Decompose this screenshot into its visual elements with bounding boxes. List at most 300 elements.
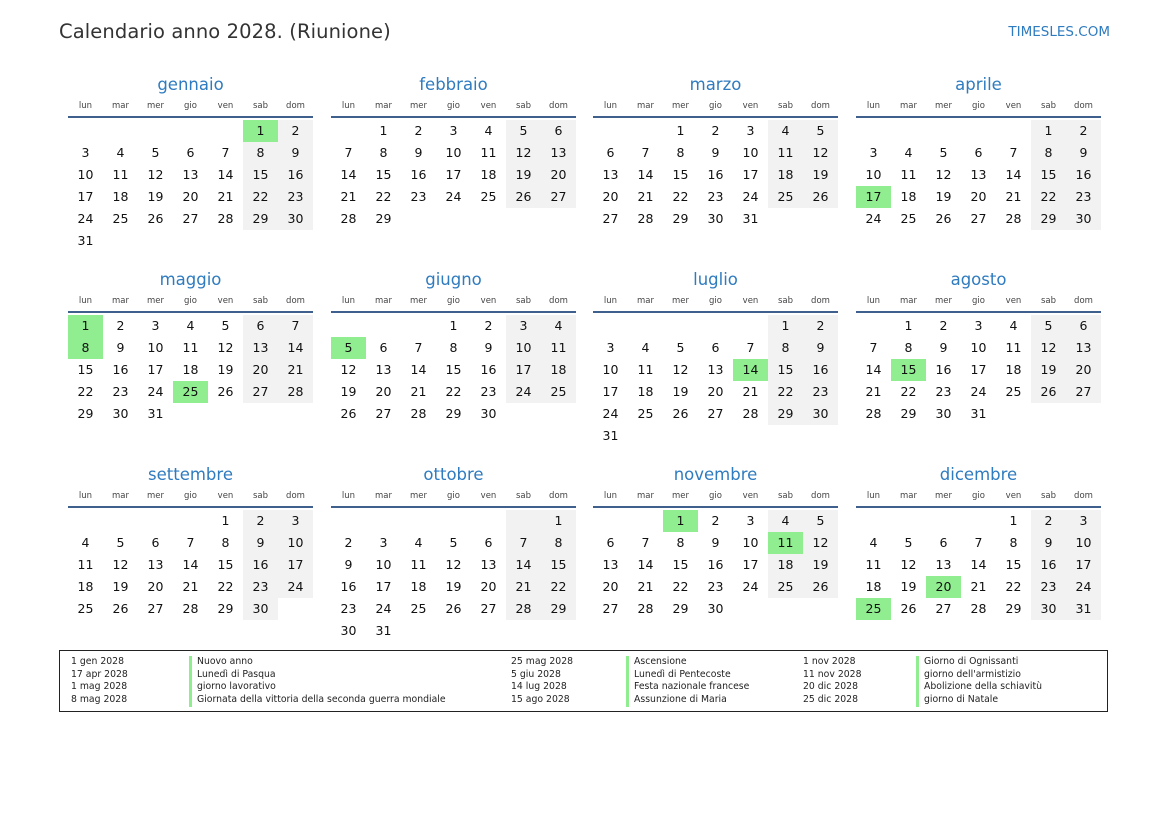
day-cell: 12 xyxy=(935,167,952,182)
legend-holiday-name: Ascensione xyxy=(626,656,749,669)
day-cell: 19 xyxy=(217,362,234,377)
weekday-label: sab xyxy=(515,491,532,501)
day-cell: 14 xyxy=(340,167,357,182)
empty-cell xyxy=(856,120,891,142)
day-cell: 1 xyxy=(379,123,388,138)
day-cell: 13 xyxy=(147,557,164,572)
day-cell: 5 xyxy=(221,318,230,333)
day-cell: 11 xyxy=(637,362,654,377)
empty-cell xyxy=(103,120,138,142)
day-cell: 24 xyxy=(375,601,392,616)
day-cell: 10 xyxy=(970,340,987,355)
empty-cell xyxy=(628,425,663,447)
empty-cell xyxy=(593,315,628,337)
day-cell: 4 xyxy=(904,145,913,160)
day-cell: 3 xyxy=(606,340,615,355)
holiday-day-cell: 14 xyxy=(733,359,768,381)
day-cell: 20 xyxy=(182,189,199,204)
day-cell: 11 xyxy=(112,167,129,182)
day-cell: 3 xyxy=(869,145,878,160)
empty-cell xyxy=(506,403,541,425)
day-cell: 28 xyxy=(970,601,987,616)
day-cell: 12 xyxy=(340,362,357,377)
days-grid xyxy=(593,510,838,620)
day-cell: 13 xyxy=(602,557,619,572)
day-cell: 5 xyxy=(676,340,685,355)
day-cell: 17 xyxy=(742,167,759,182)
day-cell: 10 xyxy=(742,535,759,550)
day-cell: 23 xyxy=(410,189,427,204)
day-cell: 22 xyxy=(1005,579,1022,594)
weekday-label: mar xyxy=(112,296,129,306)
day-cell: 14 xyxy=(1005,167,1022,182)
month-luglio xyxy=(593,269,838,447)
weekday-label: mar xyxy=(900,101,917,111)
day-cell: 18 xyxy=(541,359,576,381)
day-cell: 9 xyxy=(1066,142,1101,164)
day-cell: 22 xyxy=(768,381,803,403)
weekday-label: mar xyxy=(112,491,129,501)
day-cell: 25 xyxy=(900,211,917,226)
holiday-day-cell: 17 xyxy=(856,186,891,208)
day-cell: 30 xyxy=(340,623,357,638)
day-cell: 14 xyxy=(865,362,882,377)
day-cell: 28 xyxy=(278,381,313,403)
day-cell: 19 xyxy=(935,189,952,204)
month-dicembre xyxy=(856,464,1101,620)
weekday-header xyxy=(856,100,1101,118)
day-cell: 23 xyxy=(707,189,724,204)
weekday-label: mar xyxy=(112,101,129,111)
legend-holiday-name: giorno di Natale xyxy=(916,694,1042,707)
weekday-label: sab xyxy=(1040,101,1057,111)
day-cell: 10 xyxy=(1066,532,1101,554)
empty-cell xyxy=(856,510,891,532)
day-cell: 26 xyxy=(803,186,838,208)
day-cell: 17 xyxy=(602,384,619,399)
day-cell: 15 xyxy=(1005,557,1022,572)
empty-cell xyxy=(768,208,803,230)
month-name: novembre xyxy=(673,465,758,484)
day-cell: 7 xyxy=(278,315,313,337)
day-cell: 29 xyxy=(541,598,576,620)
day-cell: 27 xyxy=(243,381,278,403)
weekday-label: lun xyxy=(341,491,356,501)
weekday-label: ven xyxy=(217,491,234,501)
weekday-label: gio xyxy=(184,101,197,111)
weekday-label: dom xyxy=(1074,296,1093,306)
day-cell: 14 xyxy=(217,167,234,182)
month-name: giugno xyxy=(425,270,482,289)
day-cell: 21 xyxy=(742,384,759,399)
empty-cell xyxy=(103,230,138,252)
day-cell: 14 xyxy=(637,557,654,572)
day-cell: 2 xyxy=(278,120,313,142)
day-cell: 3 xyxy=(81,145,90,160)
day-cell: 22 xyxy=(445,384,462,399)
day-cell: 28 xyxy=(217,211,234,226)
day-cell: 15 xyxy=(217,557,234,572)
empty-cell xyxy=(68,120,103,142)
day-cell: 30 xyxy=(707,601,724,616)
weekday-label: mar xyxy=(637,296,654,306)
day-cell: 17 xyxy=(742,557,759,572)
day-cell: 9 xyxy=(939,340,948,355)
day-cell: 10 xyxy=(865,167,882,182)
empty-cell xyxy=(593,120,628,142)
weekday-label: lun xyxy=(78,101,93,111)
day-cell: 23 xyxy=(278,186,313,208)
day-cell: 1 xyxy=(768,315,803,337)
day-cell: 1 xyxy=(1031,120,1066,142)
legend-dates-col-2 xyxy=(511,656,573,707)
day-cell: 24 xyxy=(602,406,619,421)
day-cell: 17 xyxy=(77,189,94,204)
day-cell: 9 xyxy=(711,535,720,550)
empty-cell xyxy=(278,403,313,425)
weekday-label: gio xyxy=(709,296,722,306)
day-cell: 3 xyxy=(746,513,755,528)
day-cell: 21 xyxy=(506,576,541,598)
day-cell: 2 xyxy=(484,318,493,333)
legend-date: 11 nov 2028 xyxy=(803,668,862,680)
weekday-label: ven xyxy=(480,491,497,501)
day-cell: 14 xyxy=(970,557,987,572)
month-giugno xyxy=(331,269,576,425)
holiday-day-cell: 1 xyxy=(243,120,278,142)
days-grid xyxy=(593,315,838,447)
holiday-day-cell: 15 xyxy=(891,359,926,381)
day-cell: 2 xyxy=(711,513,720,528)
day-cell: 12 xyxy=(217,340,234,355)
day-cell: 25 xyxy=(112,211,129,226)
day-cell: 24 xyxy=(742,579,759,594)
day-cell: 26 xyxy=(672,406,689,421)
day-cell: 8 xyxy=(1031,142,1066,164)
day-cell: 20 xyxy=(480,579,497,594)
day-cell: 30 xyxy=(1066,208,1101,230)
weekday-label: gio xyxy=(709,491,722,501)
day-cell: 29 xyxy=(672,211,689,226)
day-cell: 29 xyxy=(375,211,392,226)
day-cell: 3 xyxy=(746,123,755,138)
day-cell: 22 xyxy=(672,579,689,594)
day-cell: 31 xyxy=(147,406,164,421)
day-cell: 10 xyxy=(445,145,462,160)
day-cell: 11 xyxy=(77,557,94,572)
day-cell: 2 xyxy=(1066,120,1101,142)
day-cell: 28 xyxy=(637,601,654,616)
day-cell: 19 xyxy=(445,579,462,594)
day-cell: 13 xyxy=(1066,337,1101,359)
day-cell: 18 xyxy=(1005,362,1022,377)
empty-cell xyxy=(803,425,838,447)
day-cell: 30 xyxy=(243,598,278,620)
day-cell: 10 xyxy=(77,167,94,182)
day-cell: 16 xyxy=(340,579,357,594)
day-cell: 23 xyxy=(803,381,838,403)
day-cell: 24 xyxy=(445,189,462,204)
holiday-day-cell: 8 xyxy=(68,337,103,359)
day-cell: 7 xyxy=(974,535,983,550)
day-cell: 7 xyxy=(641,145,650,160)
day-cell: 11 xyxy=(1005,340,1022,355)
day-cell: 16 xyxy=(707,167,724,182)
day-cell: 30 xyxy=(278,208,313,230)
weekday-label: dom xyxy=(1074,101,1093,111)
empty-cell xyxy=(208,120,243,142)
day-cell: 23 xyxy=(1066,186,1101,208)
empty-cell xyxy=(856,315,891,337)
day-cell: 10 xyxy=(375,557,392,572)
day-cell: 7 xyxy=(344,145,353,160)
day-cell: 31 xyxy=(970,406,987,421)
day-cell: 4 xyxy=(81,535,90,550)
day-cell: 4 xyxy=(541,315,576,337)
empty-cell xyxy=(628,315,663,337)
day-cell: 31 xyxy=(375,623,392,638)
weekday-label: sab xyxy=(777,296,794,306)
day-cell: 31 xyxy=(742,211,759,226)
day-cell: 12 xyxy=(1031,337,1066,359)
empty-cell xyxy=(103,510,138,532)
day-cell: 16 xyxy=(1031,554,1066,576)
day-cell: 21 xyxy=(1005,189,1022,204)
empty-cell xyxy=(436,510,471,532)
weekday-label: gio xyxy=(447,491,460,501)
weekday-label: ven xyxy=(742,491,759,501)
day-cell: 11 xyxy=(182,340,199,355)
holiday-day-cell: 1 xyxy=(68,315,103,337)
day-cell: 9 xyxy=(484,340,493,355)
weekday-label: mar xyxy=(375,101,392,111)
day-cell: 20 xyxy=(602,579,619,594)
day-cell: 25 xyxy=(768,186,803,208)
day-cell: 28 xyxy=(637,211,654,226)
day-cell: 27 xyxy=(182,211,199,226)
day-cell: 7 xyxy=(414,340,423,355)
legend-holiday-name: Giorno di Ognissanti xyxy=(916,656,1042,669)
empty-cell xyxy=(138,510,173,532)
weekday-label: dom xyxy=(286,296,305,306)
weekday-label: lun xyxy=(78,491,93,501)
day-cell: 6 xyxy=(243,315,278,337)
empty-cell xyxy=(768,598,803,620)
empty-cell xyxy=(1066,403,1101,425)
day-cell: 14 xyxy=(182,557,199,572)
empty-cell xyxy=(208,403,243,425)
weekday-label: dom xyxy=(549,296,568,306)
weekday-label: lun xyxy=(78,296,93,306)
day-cell: 20 xyxy=(147,579,164,594)
weekday-label: sab xyxy=(252,101,269,111)
weekday-label: gio xyxy=(447,296,460,306)
day-cell: 15 xyxy=(672,167,689,182)
day-cell: 9 xyxy=(711,145,720,160)
day-cell: 13 xyxy=(182,167,199,182)
day-cell: 26 xyxy=(506,186,541,208)
legend-date: 8 mag 2028 xyxy=(71,694,128,706)
month-febbraio xyxy=(331,74,576,230)
day-cell: 29 xyxy=(217,601,234,616)
day-cell: 3 xyxy=(974,318,983,333)
weekday-label: ven xyxy=(480,101,497,111)
day-cell: 4 xyxy=(768,120,803,142)
day-cell: 19 xyxy=(147,189,164,204)
day-cell: 13 xyxy=(602,167,619,182)
day-cell: 6 xyxy=(974,145,983,160)
day-cell: 29 xyxy=(900,406,917,421)
day-cell: 18 xyxy=(865,579,882,594)
weekday-label: gio xyxy=(972,491,985,501)
day-cell: 1 xyxy=(221,513,230,528)
month-ottobre xyxy=(331,464,576,642)
day-cell: 5 xyxy=(151,145,160,160)
day-cell: 19 xyxy=(672,384,689,399)
empty-cell xyxy=(996,403,1031,425)
day-cell: 14 xyxy=(637,167,654,182)
day-cell: 22 xyxy=(243,186,278,208)
empty-cell xyxy=(733,315,768,337)
weekday-header xyxy=(593,490,838,508)
empty-cell xyxy=(996,120,1031,142)
day-cell: 30 xyxy=(935,406,952,421)
day-cell: 8 xyxy=(243,142,278,164)
day-cell: 5 xyxy=(803,120,838,142)
day-cell: 6 xyxy=(379,340,388,355)
weekday-header xyxy=(68,295,313,313)
brand-link[interactable]: TIMESLES.COM xyxy=(1008,24,1110,40)
day-cell: 16 xyxy=(480,362,497,377)
day-cell: 18 xyxy=(768,164,803,186)
day-cell: 6 xyxy=(151,535,160,550)
day-cell: 29 xyxy=(768,403,803,425)
day-cell: 3 xyxy=(151,318,160,333)
month-marzo xyxy=(593,74,838,230)
day-cell: 7 xyxy=(746,340,755,355)
legend-holiday-name: Assunzione di Maria xyxy=(626,694,749,707)
day-cell: 19 xyxy=(900,579,917,594)
weekday-label: mar xyxy=(900,491,917,501)
day-cell: 31 xyxy=(602,428,619,443)
day-cell: 30 xyxy=(1031,598,1066,620)
holiday-day-cell: 5 xyxy=(331,337,366,359)
weekday-label: dom xyxy=(811,491,830,501)
weekday-label: mer xyxy=(934,491,952,501)
day-cell: 19 xyxy=(803,554,838,576)
day-cell: 26 xyxy=(147,211,164,226)
day-cell: 27 xyxy=(707,406,724,421)
day-cell: 23 xyxy=(1031,576,1066,598)
empty-cell xyxy=(768,425,803,447)
day-cell: 12 xyxy=(900,557,917,572)
day-cell: 7 xyxy=(641,535,650,550)
weekday-label: gio xyxy=(184,296,197,306)
month-name: dicembre xyxy=(939,465,1018,484)
empty-cell xyxy=(401,208,436,230)
day-cell: 6 xyxy=(186,145,195,160)
empty-cell xyxy=(698,315,733,337)
day-cell: 12 xyxy=(803,142,838,164)
weekday-label: ven xyxy=(1005,101,1022,111)
day-cell: 24 xyxy=(147,384,164,399)
day-cell: 14 xyxy=(410,362,427,377)
day-cell: 8 xyxy=(541,532,576,554)
weekday-label: sab xyxy=(777,101,794,111)
day-cell: 29 xyxy=(77,406,94,421)
day-cell: 24 xyxy=(1066,576,1101,598)
day-cell: 6 xyxy=(939,535,948,550)
legend-date: 15 ago 2028 xyxy=(511,694,570,706)
empty-cell xyxy=(401,510,436,532)
legend-date: 25 mag 2028 xyxy=(511,656,574,667)
empty-cell xyxy=(68,510,103,532)
weekday-label: mar xyxy=(637,491,654,501)
day-cell: 15 xyxy=(672,557,689,572)
day-cell: 16 xyxy=(410,167,427,182)
day-cell: 12 xyxy=(445,557,462,572)
day-cell: 25 xyxy=(480,189,497,204)
empty-cell xyxy=(926,120,961,142)
day-cell: 5 xyxy=(904,535,913,550)
legend-holiday-name: giorno lavorativo xyxy=(189,681,446,694)
day-cell: 10 xyxy=(147,340,164,355)
legend-holiday-name: Lunedì di Pasqua xyxy=(189,669,446,682)
empty-cell xyxy=(138,120,173,142)
day-cell: 17 xyxy=(506,359,541,381)
day-cell: 27 xyxy=(602,601,619,616)
weekday-label: mer xyxy=(146,296,164,306)
day-cell: 5 xyxy=(1031,315,1066,337)
day-cell: 26 xyxy=(445,601,462,616)
days-grid xyxy=(593,120,838,230)
day-cell: 28 xyxy=(865,406,882,421)
day-cell: 17 xyxy=(445,167,462,182)
day-cell: 17 xyxy=(1066,554,1101,576)
day-cell: 28 xyxy=(506,598,541,620)
day-cell: 29 xyxy=(1031,208,1066,230)
day-cell: 22 xyxy=(77,384,94,399)
empty-cell xyxy=(366,315,401,337)
day-cell: 1 xyxy=(676,123,685,138)
day-cell: 24 xyxy=(970,384,987,399)
weekday-label: mer xyxy=(409,491,427,501)
empty-cell xyxy=(173,403,208,425)
holiday-legend xyxy=(59,650,1108,712)
month-aprile xyxy=(856,74,1101,230)
day-cell: 4 xyxy=(1009,318,1018,333)
day-cell: 28 xyxy=(182,601,199,616)
legend-holiday-name: Festa nazionale francese xyxy=(626,681,749,694)
days-grid xyxy=(68,120,313,252)
day-cell: 22 xyxy=(217,579,234,594)
weekday-label: lun xyxy=(866,296,881,306)
day-cell: 21 xyxy=(182,579,199,594)
legend-names-col-1 xyxy=(189,656,446,707)
weekday-label: lun xyxy=(341,296,356,306)
empty-cell xyxy=(243,230,278,252)
day-cell: 17 xyxy=(970,362,987,377)
day-cell: 9 xyxy=(1031,532,1066,554)
empty-cell xyxy=(506,620,541,642)
days-grid xyxy=(331,510,576,642)
empty-cell xyxy=(138,230,173,252)
empty-cell xyxy=(926,510,961,532)
weekday-label: lun xyxy=(603,491,618,501)
day-cell: 31 xyxy=(1066,598,1101,620)
weekday-label: gio xyxy=(447,101,460,111)
day-cell: 21 xyxy=(278,359,313,381)
